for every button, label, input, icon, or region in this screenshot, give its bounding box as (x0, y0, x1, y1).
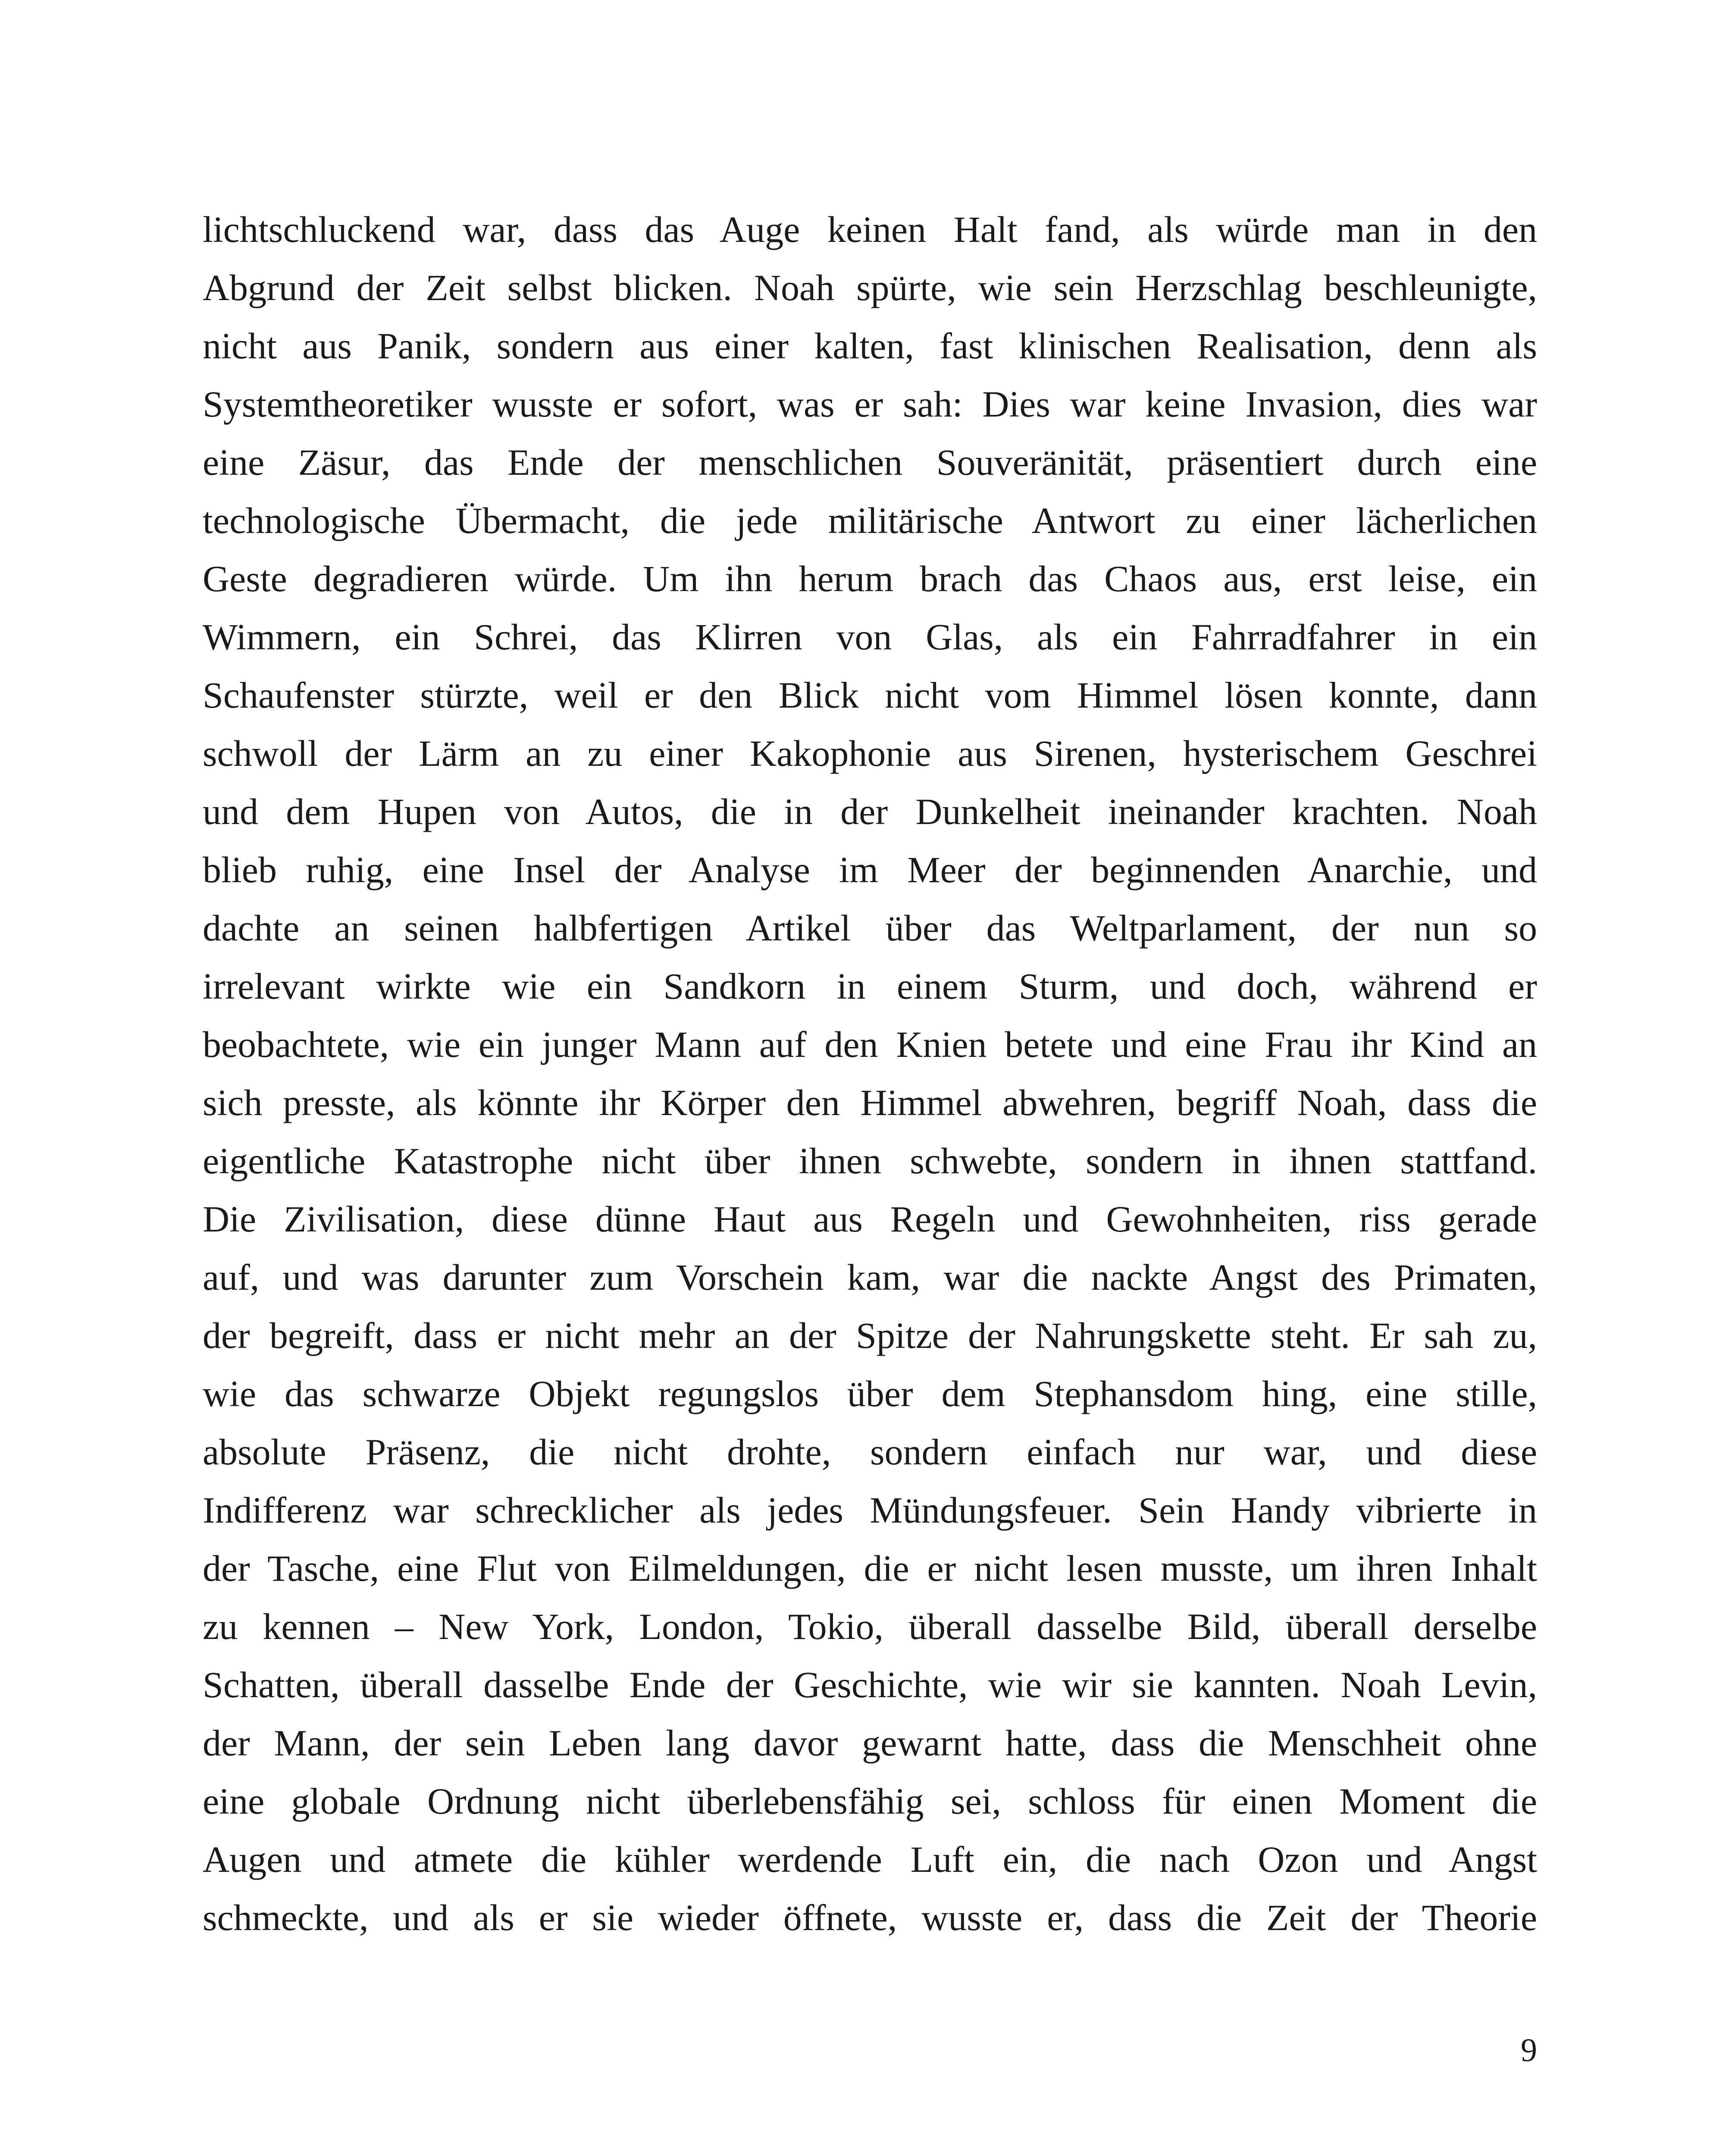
text-line: absolute Präsenz, die nicht drohte, sondern einfach nur war, und diese (203, 1431, 1537, 1473)
text-line: Augen und atmete die kühler werdende Luft ein, die nach Ozon und Angst (203, 1839, 1537, 1880)
text-line: technologische Übermacht, die jede militärische Antwort zu einer lächerlichen (203, 500, 1537, 541)
text-line: Systemtheoretiker wusste er sofort, was er sah: Dies war keine Invasion, dies war (203, 383, 1537, 425)
text-line: eine Zäsur, das Ende der menschlichen Souveränität, präsentiert durch eine (203, 442, 1537, 483)
text-line: nicht aus Panik, sondern aus einer kalten, fast klinischen Realisation, denn als (203, 325, 1537, 367)
text-line: eigentliche Katastrophe nicht über ihnen schwebte, sondern in ihnen stattfand. (203, 1140, 1537, 1181)
text-line: Indifferenz war schrecklicher als jedes Mündungsfeuer. Sein Handy vibrierte in (203, 1489, 1537, 1531)
text-line: sich presste, als könnte ihr Körper den Himmel abwehren, begriff Noah, dass die (203, 1082, 1537, 1123)
text-line: Geste degradieren würde. Um ihn herum brach das Chaos aus, erst leise, ein (203, 558, 1537, 599)
text-line: zu kennen – New York, London, Tokio, überall dasselbe Bild, überall derselbe (203, 1606, 1537, 1647)
text-line: blieb ruhig, eine Insel der Analyse im Meer der beginnenden Anarchie, und (203, 849, 1537, 890)
text-line: wie das schwarze Objekt regungslos über dem Stephansdom hing, eine stille, (203, 1373, 1537, 1414)
text-line: Wimmern, ein Schrei, das Klirren von Glas, als ein Fahrradfahrer in ein (203, 616, 1537, 658)
text-line: der Mann, der sein Leben lang davor gewarnt hatte, dass die Menschheit ohne (203, 1722, 1537, 1764)
page-number: 9 (1521, 2032, 1537, 2068)
text-line: dachte an seinen halbfertigen Artikel über das Weltparlament, der nun so (203, 907, 1537, 949)
text-line: Schaufenster stürzte, weil er den Blick nicht vom Himmel lösen konnte, dann (203, 674, 1537, 716)
text-line: auf, und was darunter zum Vorschein kam, war die nackte Angst des Primaten, (203, 1257, 1537, 1298)
text-line: Die Zivilisation, diese dünne Haut aus Regeln und Gewohnheiten, riss gerade (203, 1198, 1537, 1240)
text-line: irrelevant wirkte wie ein Sandkorn in einem Sturm, und doch, während er (203, 965, 1537, 1007)
text-line: lichtschluckend war, dass das Auge keinen Halt fand, als würde man in den (203, 209, 1537, 250)
body-paragraph (203, 201, 1537, 1947)
text-line: eine globale Ordnung nicht überlebensfähig sei, schloss für einen Moment die (203, 1780, 1537, 1822)
text-line: schmeckte, und als er sie wieder öffnete, wusste er, dass die Zeit der Theorie (203, 1897, 1537, 1938)
text-line: schwoll der Lärm an zu einer Kakophonie aus Sirenen, hysterischem Geschrei (203, 733, 1537, 774)
text-line: Schatten, überall dasselbe Ende der Geschichte, wie wir sie kannten. Noah Levin, (203, 1664, 1537, 1705)
text-line: und dem Hupen von Autos, die in der Dunkelheit ineinander krachten. Noah (203, 791, 1537, 832)
text-line: Abgrund der Zeit selbst blicken. Noah spürte, wie sein Herzschlag beschleunigte, (203, 267, 1537, 308)
text-line: der begreift, dass er nicht mehr an der Spitze der Nahrungskette steht. Er sah zu, (203, 1315, 1537, 1356)
text-line: beobachtete, wie ein junger Mann auf den Knien betete und eine Frau ihr Kind an (203, 1024, 1537, 1065)
text-line: der Tasche, eine Flut von Eilmeldungen, die er nicht lesen musste, um ihren Inhalt (203, 1548, 1537, 1589)
